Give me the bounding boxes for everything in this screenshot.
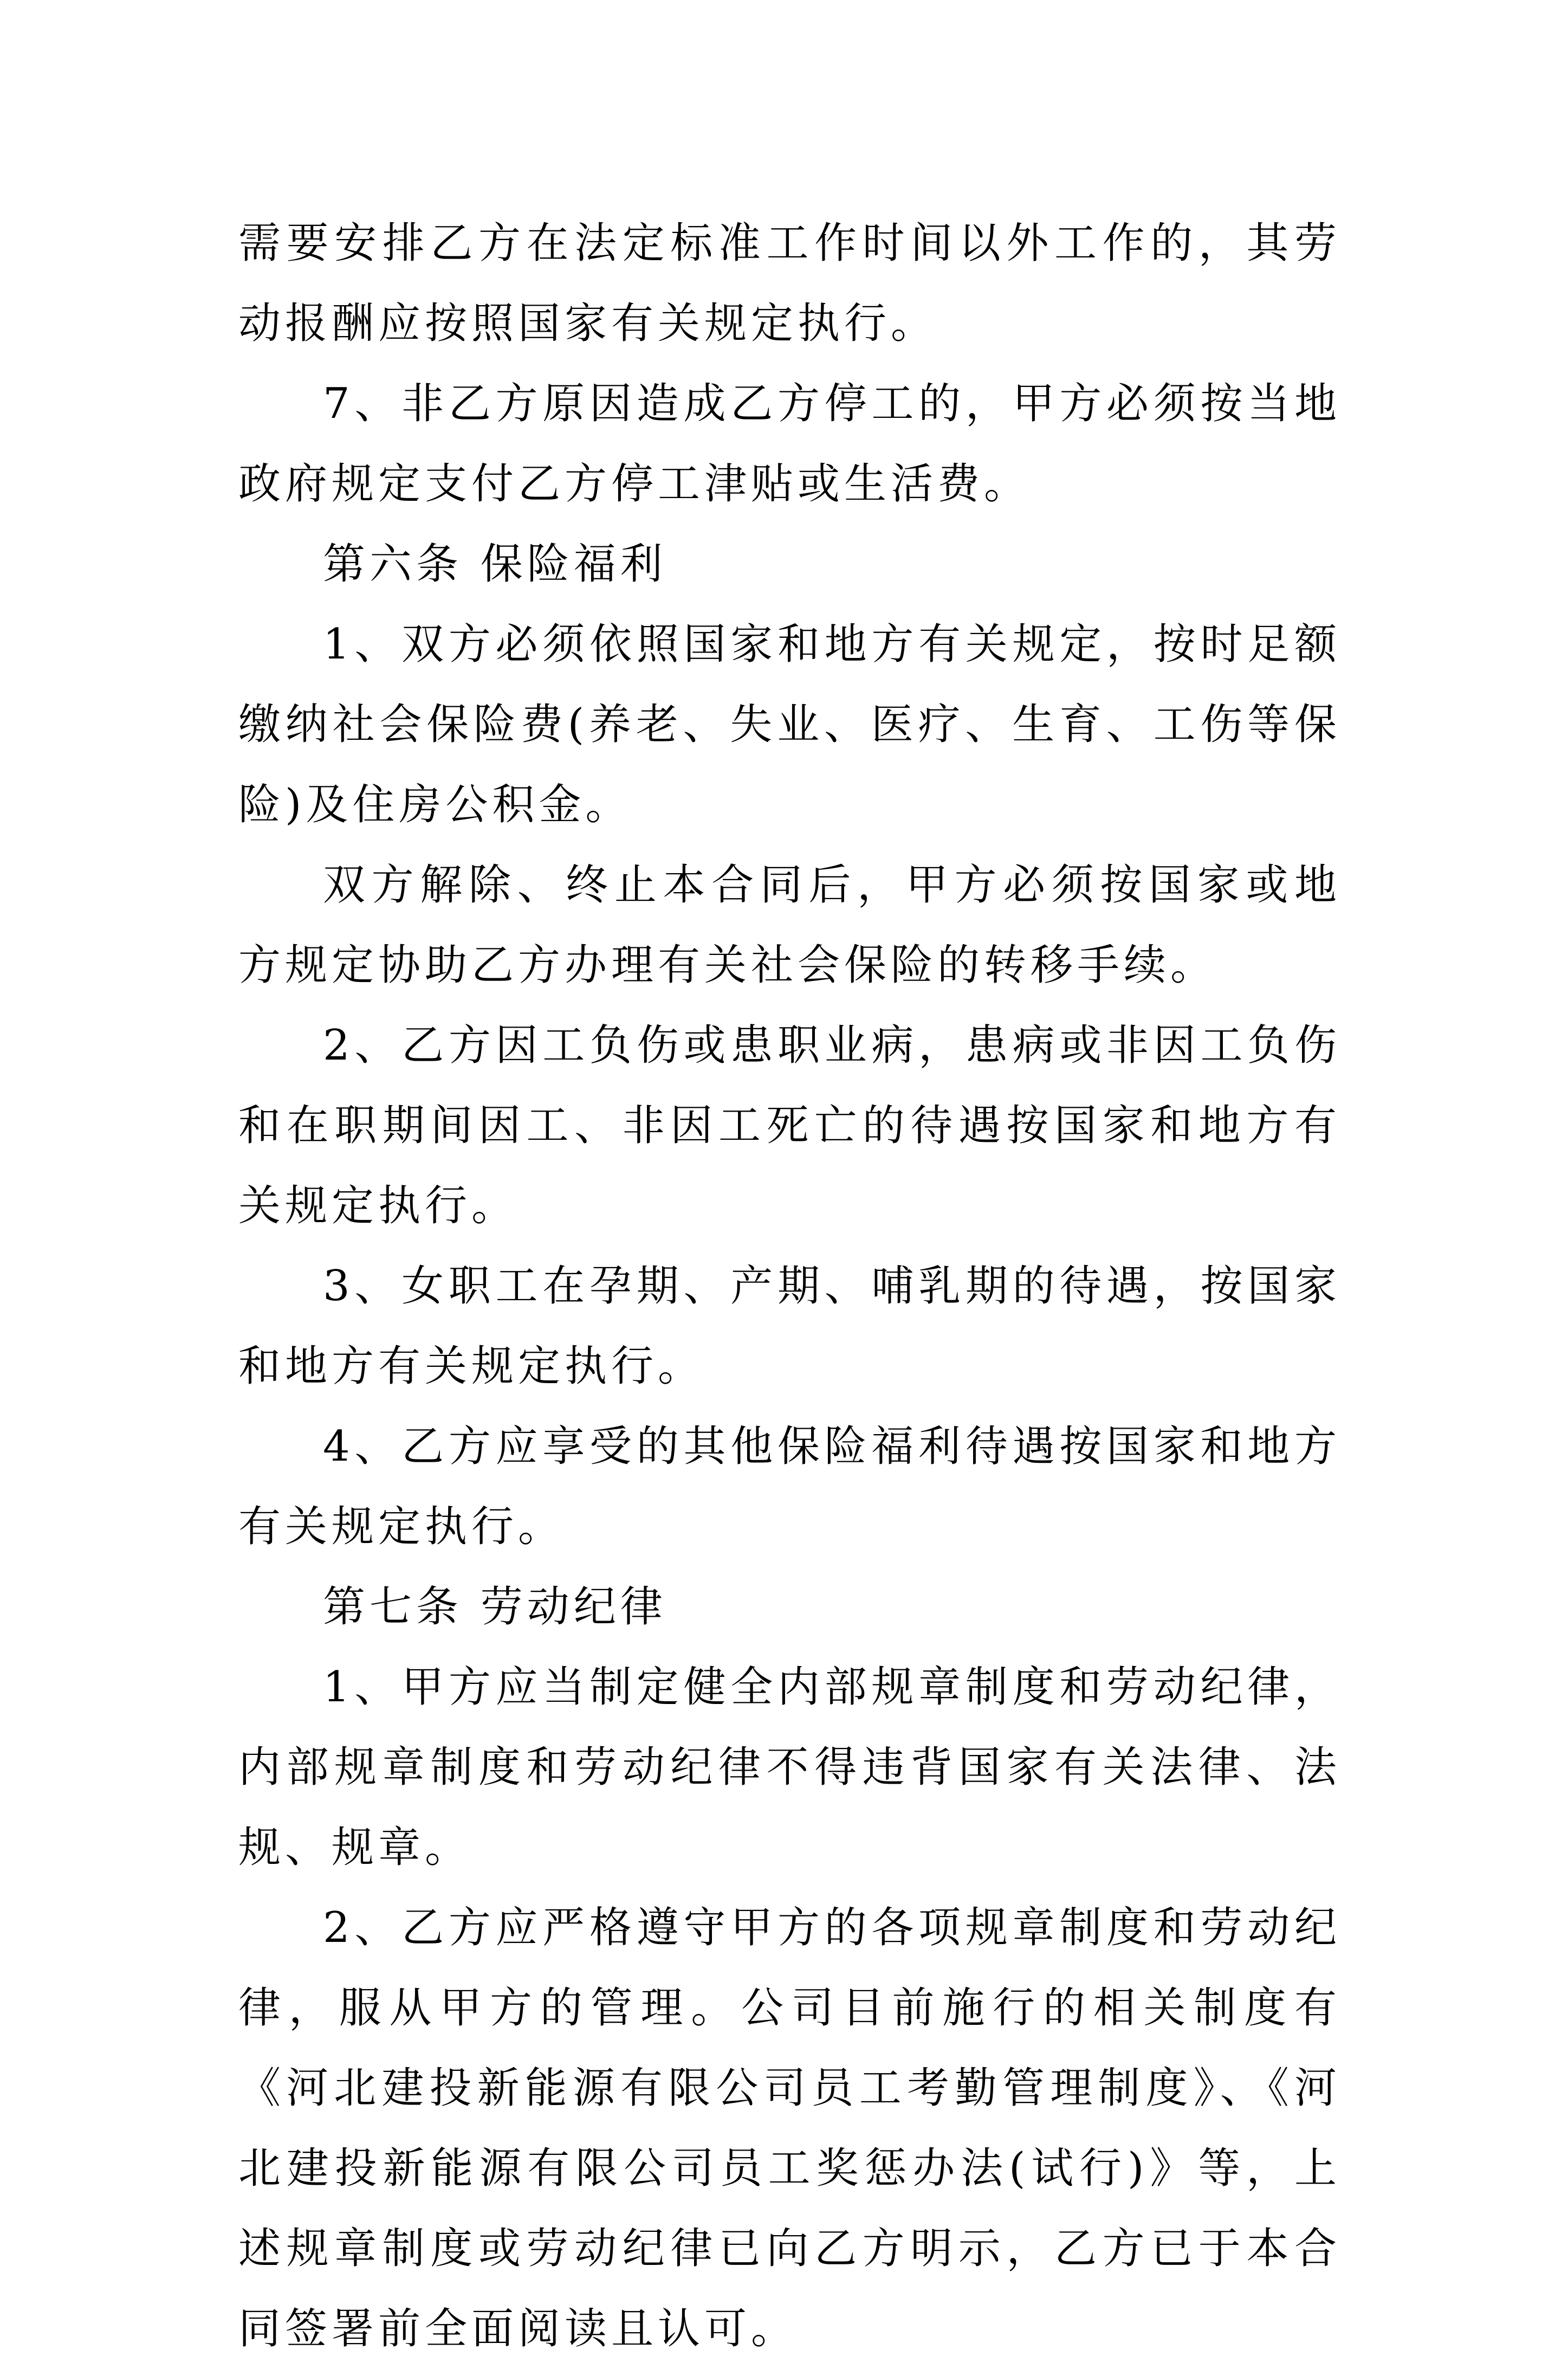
paragraph-clause-5-7: 7、非乙方原因造成乙方停工的，甲方必须按当地政府规定支付乙方停工津贴或生活费。 (238, 379, 1341, 508)
paragraph-clause-6-2: 2、乙方因工负伤或患职业病，患病或非因工负伤和在职期间因工、非因工死亡的待遇按国家和地方有关规定执行。 (238, 1021, 1341, 1230)
paragraph-clause-6-4: 4、乙方应享受的其他保险福利待遇按国家和地方有关规定执行。 (238, 1422, 1341, 1551)
document-body (238, 203, 1341, 2369)
paragraph-clause-7-2: 2、乙方应严格遵守甲方的各项规章制度和劳动纪律，服从甲方的管理。公司目前施行的相关制度有《河北建投新能源有限公司员工考勤管理制度》、《河北建投新能源有限公司员工奖惩办法(试行)》等，上述规章制度或劳动纪律已向乙方明示，乙方已于本合同签署前全面阅读且认可。 (238, 1903, 1341, 2353)
paragraph-clause-6-1-termination: 双方解除、终止本合同后，甲方必须按国家或地方规定协助乙方办理有关社会保险的转移手续。 (238, 861, 1341, 990)
paragraph-clause-6-3: 3、女职工在孕期、产期、哺乳期的待遇，按国家和地方有关规定执行。 (238, 1262, 1341, 1391)
paragraph-clause-7-1: 1、甲方应当制定健全内部规章制度和劳动纪律，内部规章制度和劳动纪律不得违背国家有关法律、法规、规章。 (238, 1663, 1341, 1872)
paragraph-overtime-continued: 需要安排乙方在法定标准工作时间以外工作的，其劳动报酬应按照国家有关规定执行。 (238, 219, 1341, 348)
paragraph-clause-6-1: 1、双方必须依照国家和地方有关规定，按时足额缴纳社会保险费(养老、失业、医疗、生育、工伤等保险)及住房公积金。 (238, 620, 1341, 829)
article-7-heading: 第七条 劳动纪律 (323, 1583, 667, 1631)
article-6-heading: 第六条 保险福利 (323, 540, 667, 589)
